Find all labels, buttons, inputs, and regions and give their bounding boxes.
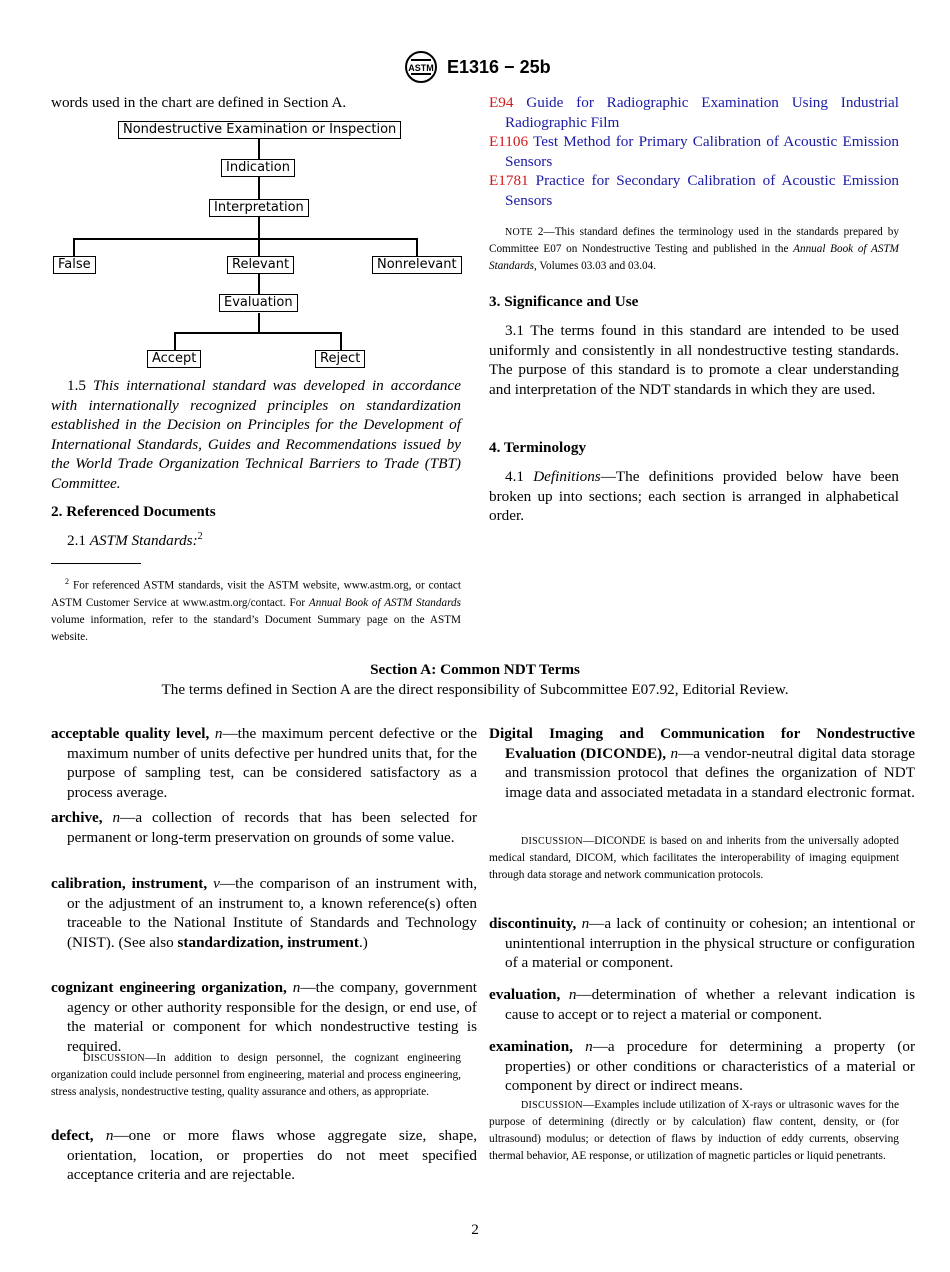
section-a-title: Section A: Common NDT Terms [370, 661, 580, 678]
definition-archive: archive, n—a collection of records that has been selected for permanent or long-term preservation on grounds of some value. [51, 809, 478, 846]
chart-box-indication: Indication [221, 159, 295, 177]
section-a-subtitle: The terms defined in Section A are the direct responsibility of Subcommittee E07.92, Editorial Review. [161, 681, 789, 698]
svg-text:ASTM: ASTM [408, 63, 434, 73]
discussion-diconde: DISCUSSION—DICONDE is based on and inherits from the universally adopted medical standard, DICOM, which facilitates the interoperability of imaging equipment through data storage and network communication protocols. [489, 835, 899, 881]
discussion-examination: DISCUSSION—Examples include utilization of X-rays or ultrasonic waves for the purpose of determining (directly or by calculation) flaw content, density, or (for ultrasound) modulus; or detection of flaws by induction of eddy currents, observing thermal behavior, AE response, or utilization of magnetic particles or liquid penetrants. [489, 1099, 899, 1162]
chart-box-nonrelevant: Nonrelevant [372, 256, 462, 274]
chart-box-evaluation: Evaluation [219, 294, 298, 312]
reference-item[interactable]: E94 Guide for Radiographic Examination Using Industrial Radiographic Film [489, 94, 899, 131]
astm-logo [403, 50, 439, 84]
chart-box-reject: Reject [315, 350, 365, 368]
chart-box-false: False [53, 256, 96, 274]
section-4-heading: 4. Terminology [489, 439, 587, 456]
page-header [403, 50, 551, 84]
definition-diconde: Digital Imaging and Communication for Nondestructive Evaluation (DICONDE), n—a vendor-neutral digital data storage and transmission protocol that defines the organization of NDT image data and associated metadata in a standard electronic format. [489, 725, 915, 801]
paragraph-4-1: 4.1 Definitions—The definitions provided below have been broken up into sections; each section is arranged in alphabetical order. [489, 468, 899, 525]
nde-flowchart [51, 118, 461, 374]
chart-box-accept: Accept [147, 350, 201, 368]
intro-line: words used in the chart are defined in Section A. [51, 94, 347, 111]
note-2: NOTE 2—This standard defines the terminology used in the standards prepared by Committee E07 on Nondestructive Testing and published in the Annual Book of ASTM Standards, Volumes 03.03 and 03.04. [489, 226, 899, 272]
reference-item[interactable]: E1781 Practice for Secondary Calibration of Acoustic Emission Sensors [489, 172, 900, 209]
page-number: 2 [471, 1221, 479, 1238]
footnote-2: $^2$ For referenced ASTM standards, visit the ASTM website, www.astm.org, or contact ASTM Customer Service at www.astm.org/contact. For Annual Book of ASTM Standards volume information, refer to the standard’s Document Summary page on the ASTM website. [51, 577, 461, 643]
discussion-cognizant-engineering-organization: DISCUSSION—In addition to design personnel, the cognizant engineering organization could include personnel from engineering, material and process engineering, stress analysis, nondestructive testing, quality assurance and others, as appropriate. [51, 1052, 461, 1098]
section-3-heading: 3. Significance and Use [489, 293, 639, 310]
definition-defect: defect, n—one or more flaws whose aggregate size, shape, orientation, location, or properties do not meet specified acceptance criteria and are rejectable. [51, 1127, 478, 1184]
paragraph-2-1: 2.1 ASTM Standards:$^2$ [67, 531, 203, 550]
chart-box-relevant: Relevant [227, 256, 294, 274]
definition-cognizant-engineering-organization: cognizant engineering organization, n—the company, government agency or other authority responsible for the design, or end use, of the material or component for which nondestructive testing is required. [51, 979, 478, 1055]
section-2-heading: 2. Referenced Documents [51, 503, 216, 520]
definition-evaluation: evaluation, n—determination of whether a relevant indication is cause to accept or to reject a material or component. [489, 986, 915, 1023]
chart-box-top: Nondestructive Examination or Inspection [118, 121, 401, 139]
definition-acceptable-quality-level: acceptable quality level, n—the maximum percent defective or the maximum number of units defective per hundred units that, for the purpose of sampling test, can be considered satisfactory as a process average. [51, 725, 478, 801]
paragraph-3-1: 3.1 The terms found in this standard are intended to be used uniformly and consistently in all nondestructive testing standards. The purpose of this standard is to promote a clear understanding and interpretation of the NDT standards in which they are used. [489, 322, 899, 398]
chart-box-interpretation: Interpretation [209, 199, 309, 217]
document-designation: E1316 − 25b [447, 56, 551, 77]
definition-discontinuity: discontinuity, n—a lack of continuity or cohesion; an intentional or unintentional interruption in the physical structure or configuration of a material or component. [489, 915, 916, 972]
definition-examination: examination, n—a procedure for determining a property (or properties) or other conditions or characteristics of a material or component by direct or indirect means. [489, 1038, 916, 1095]
reference-list [489, 93, 899, 211]
reference-item[interactable]: E1106 Test Method for Primary Calibration of Acoustic Emission Sensors [489, 133, 899, 170]
paragraph-1-5: 1.5 This international standard was developed in accordance with internationally recognized principles on standardization established in the Decision on Principles for the Development of International Standards, Guides and Recommendations issued by the World Trade Organization Technical Barriers to Trade (TBT) Committee. [51, 377, 462, 492]
footnote-rule [51, 563, 141, 564]
definition-calibration-instrument: calibration, instrument, v—the comparison of an instrument with, or the adjustment of an instrument to, a known reference(s) often traceable to the National Institute of Standards and Technology (NIST). (See also standardization, instrument.) [51, 875, 478, 951]
